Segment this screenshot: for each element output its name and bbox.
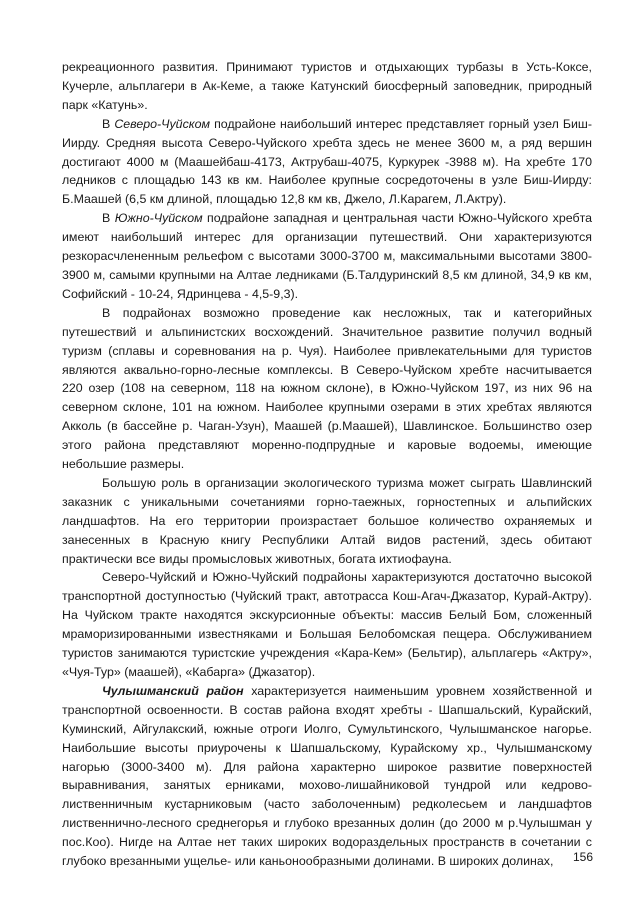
paragraph: Северо-Чуйский и Южно-Чуйский подрайоны характеризуются достаточно высокой транспортной доступностью (Чуйский тракт, автотрасса Кош-Агач-Джазатор, Курай-Актру). На Чуйском тракте находятся экскурсионные объекты: массив Белый Бом, сложенный мраморизированными известняками и Большая Белобомская пещера. Обслуживанием туристов занимаются туристские учреждения «Кара-Кем» (Бельтир), альплагерь «Актру», «Чуя-Тур» (маашей), «Кабарга» (Джазатор). bbox=[62, 570, 592, 679]
paragraph: Большую роль в организации экологического туризма может сыграть Шавлинский заказник с уникальными сочетаниями горно-таежных, горностепных и альпийских ландшафтов. На его территории произрастает большое количество охраняемых и занесенных в Красную книгу Республики Алтай видов растений, здесь обитают практически все виды промысловых животных, богата ихтиофауна. bbox=[62, 475, 592, 566]
paragraph-text: В bbox=[102, 211, 115, 226]
paragraph-text: характеризуется наименьшим уровнем хозяйственной и транспортной освоенности. В состав района входят хребты - Шапшальский, Курайский, Куминский, Айгулакский, южные отроги Иолго, Сумультинского, Чулышманское нагорье. Наибольшие высоты приурочены к Шапшальскому, Курайскому хр., Чулышманскому нагорью (3000-3400 м). Для района характерно широкое развитие поверхностей выравнивания, занятых ерниками, мохово-лишайниковой тундрой или кедрово-лиственничным кустарниковым (часто заболоченным) редколесьем и ландшафтов лиственнично-лесного среднегорья и глубоко врезанных долин (до 2000 м р.Чулышман у пос.Коо). Нигде на Алтае нет таких широких водораздельных пространств в сочетании с глубоко врезанными ущелье- или каньонообразными долинами. В широких долинах, bbox=[62, 683, 593, 869]
paragraph-text: В bbox=[102, 116, 115, 131]
subregion-name: Южно-Чуйском bbox=[114, 211, 203, 226]
paragraph bbox=[62, 209, 592, 304]
paragraph bbox=[62, 115, 592, 210]
paragraph: рекреационного развития. Принимают туристов и отдыхающих турбазы в Усть-Коксе, Кучерле, альплагери в Ак-Кеме, а также Катунский биосферный заповедник, природный парк «Катунь». bbox=[62, 60, 592, 112]
subregion-name: Северо-Чуйском bbox=[114, 116, 211, 131]
page-number: 156 bbox=[572, 850, 593, 864]
paragraph-text: подрайоне западная и центральная части Южно-Чуйского хребта имеют наибольший интерес для организации путешествий. Они характеризуются резкорасчлененным рельефом с высотами 3000-3700 м, максимальными высотами 3800-3900 м, самыми крупными на Алтае ледниками (Б.Талдуринский 8,5 км длиной, 34,9 кв км, Софийский - 10-24, Ядринцева - 4,5-9,3). bbox=[62, 211, 592, 301]
paragraph-text: подрайоне наибольший интерес представляет горный узел Биш-Иирду. Средняя высота Северо-Чуйского хребта здесь не менее 3600 м, а ряд вершин достигают 4000 м (Маашейбаш-4173, Актрубаш-4075, Куркурек -3988 м). На хребте 170 ледников с площадью 143 кв км. Наиболее крупные сосредоточены в узле Биш-Иирду: Б.Маашей (6,5 км длиной, площадью 12,8 км кв, Джело, Л.Карагем, Л.Актру). bbox=[62, 116, 592, 207]
region-name: Чулышманский район bbox=[102, 683, 244, 698]
paragraph: В подрайонах возможно проведение как несложных, так и категорийных путешествий и альпинистских восхождений. Значительное развитие получил водный туризм (сплавы и соревнования на р. Чуя). Наиболее привлекательными для туристов являются аквально-горно-лесные комплексы. В Северо-Чуйском хребте насчитывается 220 озер (108 на северном, 118 на южном склоне), в Южно-Чуйском 197, из них 96 на северном склоне, 101 на южном. Наиболее крупными озерами в этих хребтах являются Акколь (в бассейне р. Чаган-Узун), Маашей (р.Маашей), Шавлинское. Большинство озер этого района представляют моренно-подпрудные и каровые водоемы, имеющие небольшие размеры. bbox=[62, 305, 592, 472]
document-body bbox=[62, 58, 592, 871]
paragraph bbox=[62, 682, 592, 871]
